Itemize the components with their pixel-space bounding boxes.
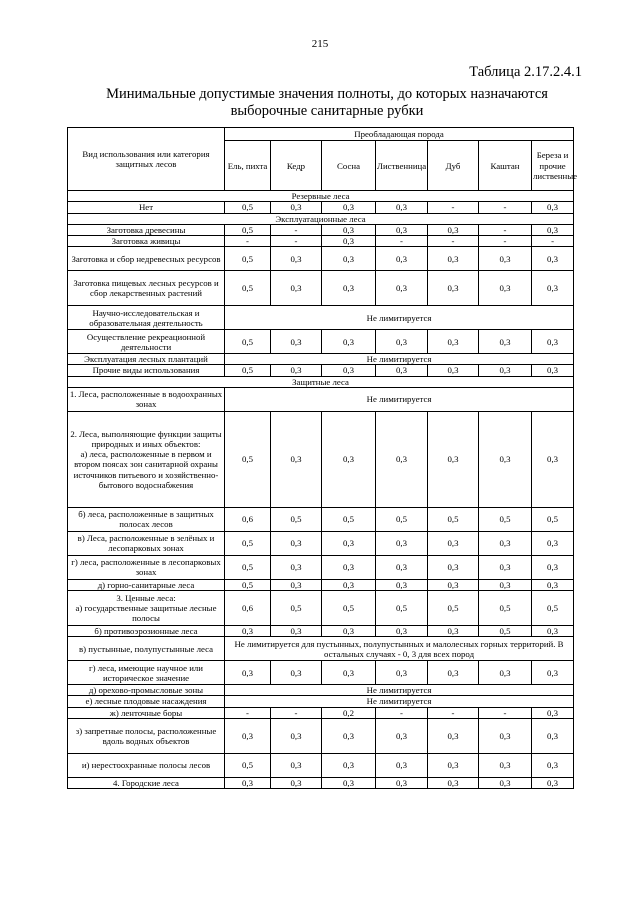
value-cell: 0,5 — [532, 507, 574, 531]
value-cell: 0,5 — [532, 591, 574, 626]
row-label: Научно-исследовательская и образовательная деятельность — [68, 306, 225, 330]
value-cell: 0,3 — [428, 271, 479, 306]
value-cell: 0,3 — [532, 777, 574, 788]
value-cell: 0,3 — [376, 555, 428, 579]
row-label: Прочие виды использования — [68, 365, 225, 376]
merged-value-cell: Не лимитируется — [225, 696, 574, 707]
table-row — [68, 753, 574, 777]
table-row — [68, 330, 574, 354]
section-row — [68, 191, 574, 202]
table-title-line-2: выборочные санитарные рубки — [230, 103, 424, 119]
value-cell: 0,3 — [376, 626, 428, 637]
value-cell: 0,3 — [322, 202, 376, 213]
value-cell: 0,3 — [479, 247, 532, 271]
value-cell: 0,3 — [532, 661, 574, 685]
value-cell: 0,5 — [322, 507, 376, 531]
table-row — [68, 507, 574, 531]
value-cell: 0,6 — [225, 591, 271, 626]
value-cell: 0,3 — [479, 271, 532, 306]
row-label: Заготовка пищевых лесных ресурсов и сбор лекарственных растений — [68, 271, 225, 306]
table-row — [68, 637, 574, 661]
row-label: Заготовка древесины — [68, 224, 225, 235]
row-label: Нет — [68, 202, 225, 213]
value-cell: 0,3 — [322, 247, 376, 271]
header-col-oak: Дуб — [428, 141, 479, 191]
value-cell: - — [225, 236, 271, 247]
table-caption: Таблица 2.17.2.4.1 — [469, 64, 582, 80]
value-cell: 0,5 — [225, 753, 271, 777]
header-col-chestnut: Каштан — [479, 141, 532, 191]
value-cell: 0,3 — [428, 411, 479, 507]
value-cell: 0,3 — [428, 531, 479, 555]
value-cell: 0,3 — [225, 777, 271, 788]
table-body — [68, 191, 574, 789]
value-cell: 0,3 — [376, 224, 428, 235]
value-cell: 0,5 — [225, 330, 271, 354]
value-cell: - — [428, 707, 479, 718]
value-cell: 0,3 — [479, 365, 532, 376]
value-cell: 0,5 — [376, 591, 428, 626]
value-cell: 0,5 — [225, 202, 271, 213]
value-cell: 0,3 — [532, 365, 574, 376]
density-table — [67, 127, 578, 789]
value-cell: 0,5 — [225, 365, 271, 376]
section-row — [68, 376, 574, 387]
value-cell: 0,3 — [532, 531, 574, 555]
value-cell: 0,3 — [532, 411, 574, 507]
header-col-spruce-fir: Ель, пихта — [225, 141, 271, 191]
row-label: Заготовка живицы — [68, 236, 225, 247]
table-row — [68, 247, 574, 271]
value-cell: 0,3 — [532, 247, 574, 271]
value-cell: - — [428, 202, 479, 213]
row-label: 4. Городские леса — [68, 777, 225, 788]
row-label: д) горно-санитарные леса — [68, 579, 225, 590]
row-label: Осуществление рекреационной деятельности — [68, 330, 225, 354]
value-cell: - — [271, 236, 322, 247]
row-label: 3. Ценные леса: а) государственные защитные лесные полосы — [68, 591, 225, 626]
row-label: в) пустынные, полупустынные леса — [68, 637, 225, 661]
value-cell: 0,5 — [376, 507, 428, 531]
value-cell: 0,5 — [428, 591, 479, 626]
value-cell: 0,3 — [376, 753, 428, 777]
table-row — [68, 224, 574, 235]
value-cell: 0,6 — [225, 507, 271, 531]
value-cell: 0,3 — [322, 579, 376, 590]
section-heading: Защитные леса — [68, 376, 574, 387]
value-cell: 0,3 — [428, 330, 479, 354]
merged-value-cell: Не лимитируется — [225, 387, 574, 411]
value-cell: 0,3 — [271, 411, 322, 507]
value-cell: 0,5 — [225, 579, 271, 590]
row-label: в) Леса, расположенные в зелёных и лесопарковых зонах — [68, 531, 225, 555]
value-cell: 0,3 — [376, 777, 428, 788]
value-cell: 0,2 — [322, 707, 376, 718]
value-cell: 0,3 — [532, 707, 574, 718]
merged-value-cell: Не лимитируется для пустынных, полупустынных и малолесных горных территорий. В остальных случаях - 0, 3 для всех пород — [225, 637, 574, 661]
value-cell: 0,3 — [225, 661, 271, 685]
value-cell: 0,5 — [225, 531, 271, 555]
value-cell: - — [532, 236, 574, 247]
value-cell: 0,3 — [428, 626, 479, 637]
value-cell: 0,3 — [428, 661, 479, 685]
value-cell: 0,3 — [376, 579, 428, 590]
value-cell: 0,3 — [376, 718, 428, 753]
value-cell: 0,3 — [322, 626, 376, 637]
value-cell: 0,5 — [225, 247, 271, 271]
value-cell: 0,3 — [225, 626, 271, 637]
value-cell: 0,3 — [428, 365, 479, 376]
value-cell: 0,3 — [532, 579, 574, 590]
merged-value-cell: Не лимитируется — [225, 685, 574, 696]
value-cell: 0,3 — [532, 718, 574, 753]
row-label: ж) ленточные боры — [68, 707, 225, 718]
value-cell: - — [271, 707, 322, 718]
value-cell: 0,3 — [428, 247, 479, 271]
value-cell: 0,3 — [376, 247, 428, 271]
header-col-cedar: Кедр — [271, 141, 322, 191]
value-cell: - — [271, 224, 322, 235]
value-cell: 0,3 — [532, 555, 574, 579]
value-cell: 0,3 — [479, 579, 532, 590]
header-col-larch: Лиственница — [376, 141, 428, 191]
value-cell: 0,3 — [322, 661, 376, 685]
section-row — [68, 213, 574, 224]
value-cell: 0,3 — [532, 202, 574, 213]
value-cell: 0,3 — [428, 777, 479, 788]
row-label: з) запретные полосы, расположенные вдоль водных объектов — [68, 718, 225, 753]
value-cell: 0,3 — [225, 718, 271, 753]
value-cell: - — [376, 236, 428, 247]
row-label: б) противоэрозионные леса — [68, 626, 225, 637]
table-row — [68, 579, 574, 590]
value-cell: 0,5 — [428, 507, 479, 531]
value-cell: 0,3 — [376, 202, 428, 213]
merged-value-cell: Не лимитируется — [225, 306, 574, 330]
value-cell: - — [479, 202, 532, 213]
value-cell: 0,3 — [271, 579, 322, 590]
row-label: 2. Леса, выполняющие функции защиты природных и иных объектов: а) леса, расположенные в первом и втором поясах зон санитарной охраны источников питьевого и хозяйственно-бытового водоснабжения — [68, 411, 225, 507]
value-cell: - — [225, 707, 271, 718]
value-cell: 0,3 — [376, 330, 428, 354]
row-label: г) леса, имеющие научное или историческое значение — [68, 661, 225, 685]
value-cell: 0,3 — [479, 411, 532, 507]
value-cell: - — [428, 236, 479, 247]
row-label: б) леса, расположенные в защитных полосах лесов — [68, 507, 225, 531]
value-cell: - — [376, 707, 428, 718]
value-cell: 0,3 — [322, 271, 376, 306]
value-cell: 0,3 — [322, 555, 376, 579]
value-cell: 0,5 — [271, 591, 322, 626]
table-row — [68, 365, 574, 376]
value-cell: 0,3 — [271, 555, 322, 579]
value-cell: 0,5 — [479, 507, 532, 531]
value-cell: 0,3 — [428, 718, 479, 753]
row-label: и) нерестоохранные полосы лесов — [68, 753, 225, 777]
table-row — [68, 707, 574, 718]
value-cell: 0,5 — [225, 271, 271, 306]
row-label: 1. Леса, расположенные в водоохранных зонах — [68, 387, 225, 411]
value-cell: 0,3 — [271, 718, 322, 753]
value-cell: 0,3 — [532, 753, 574, 777]
value-cell: 0,3 — [376, 365, 428, 376]
value-cell: 0,3 — [376, 531, 428, 555]
value-cell: 0,5 — [225, 411, 271, 507]
value-cell: 0,3 — [322, 330, 376, 354]
value-cell: 0,3 — [271, 661, 322, 685]
row-label: е) лесные плодовые насаждения — [68, 696, 225, 707]
table-row — [68, 696, 574, 707]
table-row — [68, 591, 574, 626]
value-cell: 0,3 — [532, 330, 574, 354]
value-cell: 0,3 — [376, 661, 428, 685]
table-row — [68, 411, 574, 507]
row-label: Заготовка и сбор недревесных ресурсов — [68, 247, 225, 271]
value-cell: 0,3 — [479, 531, 532, 555]
table-row — [68, 387, 574, 411]
value-cell: 0,3 — [271, 753, 322, 777]
value-cell: 0,3 — [479, 777, 532, 788]
table-row — [68, 531, 574, 555]
value-cell: 0,3 — [479, 753, 532, 777]
value-cell: 0,5 — [225, 555, 271, 579]
table-row — [68, 685, 574, 696]
value-cell: 0,3 — [271, 777, 322, 788]
table-row — [68, 555, 574, 579]
value-cell: 0,3 — [271, 626, 322, 637]
table-title-line-1: Минимальные допустимые значения полноты, до которых назначаются — [106, 86, 548, 102]
value-cell: 0,3 — [428, 224, 479, 235]
value-cell: 0,5 — [225, 224, 271, 235]
value-cell: 0,3 — [479, 330, 532, 354]
header-col-birch-other: Береза и прочие лиственные — [532, 141, 574, 191]
value-cell: 0,3 — [271, 330, 322, 354]
value-cell: 0,3 — [271, 202, 322, 213]
value-cell: 0,3 — [322, 411, 376, 507]
value-cell: 0,5 — [479, 591, 532, 626]
header-usage-type: Вид использования или категория защитных лесов — [68, 128, 225, 191]
table-row — [68, 718, 574, 753]
value-cell: 0,3 — [322, 718, 376, 753]
table-row — [68, 354, 574, 365]
merged-value-cell: Не лимитируется — [225, 354, 574, 365]
table-row — [68, 236, 574, 247]
table-row — [68, 661, 574, 685]
table-row — [68, 306, 574, 330]
value-cell: 0,3 — [271, 531, 322, 555]
header-species-group: Преобладающая порода — [225, 128, 574, 141]
value-cell: 0,3 — [322, 236, 376, 247]
value-cell: 0,3 — [322, 365, 376, 376]
row-label: г) леса, расположенные в лесопарковых зонах — [68, 555, 225, 579]
value-cell: 0,3 — [479, 718, 532, 753]
value-cell: 0,3 — [428, 555, 479, 579]
value-cell: 0,3 — [271, 247, 322, 271]
value-cell: - — [479, 236, 532, 247]
value-cell: 0,3 — [271, 365, 322, 376]
row-label: д) орехово-промысловые зоны — [68, 685, 225, 696]
value-cell: 0,3 — [532, 626, 574, 637]
value-cell: 0,3 — [532, 224, 574, 235]
value-cell: - — [479, 707, 532, 718]
value-cell: 0,5 — [322, 591, 376, 626]
table-row — [68, 777, 574, 788]
value-cell: 0,3 — [376, 271, 428, 306]
table-row — [68, 271, 574, 306]
table-row — [68, 626, 574, 637]
value-cell: 0,3 — [322, 224, 376, 235]
table-row — [68, 202, 574, 213]
value-cell: 0,3 — [479, 661, 532, 685]
value-cell: 0,3 — [271, 271, 322, 306]
value-cell: 0,3 — [322, 531, 376, 555]
row-label: Эксплуатация лесных плантаций — [68, 354, 225, 365]
table-title — [60, 86, 594, 120]
value-cell: - — [479, 224, 532, 235]
value-cell: 0,5 — [479, 626, 532, 637]
page-number: 215 — [311, 38, 329, 50]
value-cell: 0,3 — [428, 579, 479, 590]
value-cell: 0,3 — [479, 555, 532, 579]
section-heading: Эксплуатационные леса — [68, 213, 574, 224]
value-cell: 0,3 — [532, 271, 574, 306]
value-cell: 0,3 — [428, 753, 479, 777]
value-cell: 0,3 — [322, 777, 376, 788]
value-cell: 0,3 — [322, 753, 376, 777]
value-cell: 0,3 — [376, 411, 428, 507]
header-col-pine: Сосна — [322, 141, 376, 191]
section-heading: Резервные леса — [68, 191, 574, 202]
value-cell: 0,5 — [271, 507, 322, 531]
